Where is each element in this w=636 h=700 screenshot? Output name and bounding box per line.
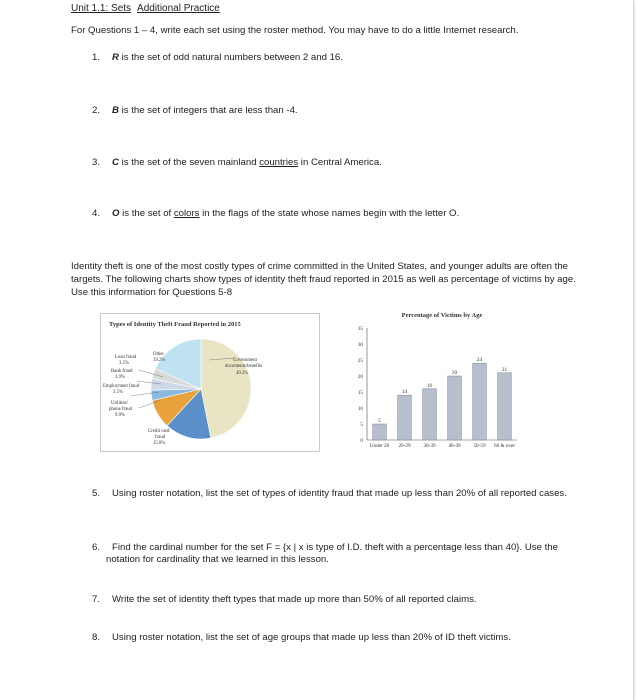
question-8: 8. Using roster notation, list the set of age groups that made up less than 20% of ID theft victims.: [92, 632, 511, 643]
label-emp-1: Employment fraud: [103, 384, 140, 389]
question-5: 5. Using roster notation, list the set of types of identity fraud that made up less than 20% of all reported cases.: [92, 488, 567, 499]
label-credit-3: 15.8%: [153, 441, 166, 446]
bar-20-29: [398, 395, 412, 440]
bar-value-label: 24: [476, 357, 483, 364]
identity-theft-paragraph: Identity theft is one of the most costly types of crime committed in the United States, and younger adults are often the targets. The following charts show types of identity theft fraud reported in 2015 as well as percentage of victims by age. Use this information for Questions 5-8: [71, 260, 585, 299]
pie-chart-svg: [101, 314, 319, 451]
bar-chart-svg: [347, 308, 522, 452]
bar-50-59: [473, 363, 487, 440]
label-util-1: Utilities/: [111, 401, 128, 406]
x-tick-label: 20-29: [398, 443, 411, 449]
x-tick-label: 30-39: [423, 443, 436, 449]
bar-chart: [347, 308, 522, 452]
y-tick-label: 0: [360, 438, 363, 444]
label-gov-1: Government: [233, 358, 257, 363]
pie-slice-government-documents-benefits: [201, 339, 251, 438]
unit-title: Additional Practice: [137, 3, 220, 14]
pie-chart: [100, 313, 320, 452]
bar-value-label: 21: [501, 366, 508, 373]
y-tick-label: 20: [357, 374, 363, 380]
label-util-3: 9.9%: [115, 413, 125, 418]
y-tick-label: 30: [357, 342, 363, 348]
bar-chart-title: Percentage of Victims by Age: [401, 312, 483, 319]
label-gov-2: documents/benefits: [225, 364, 263, 369]
question-3: 3. C is the set of the seven mainland countries in Central America.: [92, 157, 382, 168]
x-tick-label: 40-49: [448, 443, 461, 449]
y-tick-label: 5: [360, 422, 363, 428]
question-7: 7. Write the set of identity theft types that made up more than 50% of all reported claims.: [92, 594, 477, 605]
y-tick-label: 15: [357, 390, 363, 396]
x-tick-label: 50-59: [473, 443, 486, 449]
bar-value-label: 5: [378, 418, 381, 424]
label-credit-1: Credit card: [148, 429, 170, 434]
label-loan-2: 3.5%: [119, 361, 129, 366]
y-tick-label: 35: [357, 326, 363, 332]
bar-30-39: [423, 389, 437, 440]
unit-label: Unit 1.1: Sets: [71, 3, 132, 14]
label-other-2: 19.2%: [153, 358, 166, 363]
bar-value-label: 14: [401, 389, 408, 396]
label-bank-1: Bank fraud: [111, 369, 133, 374]
label-loan-1: Loan fraud: [115, 355, 137, 360]
intro-text: For Questions 1 – 4, write each set using the roster method. You may have to do a little Internet research.: [71, 25, 519, 36]
y-tick-label: 25: [357, 358, 363, 364]
label-bank-2: 3.9%: [115, 375, 125, 380]
label-credit-2: fraud: [155, 435, 166, 440]
label-emp-2: 3.5%: [113, 390, 123, 395]
question-4: 4. O is the set of colors in the flags of the state whose names begin with the letter O.: [92, 208, 460, 219]
bar-60-over: [498, 373, 512, 440]
unit-header: [71, 3, 220, 14]
bar-value-label: 20: [451, 370, 458, 376]
bar-value-label: 16: [426, 382, 433, 389]
y-tick-label: 10: [357, 406, 363, 412]
question-2: 2. B is the set of integers that are less than -4.: [92, 105, 298, 116]
pie-chart-title: Types of Identity Theft Fraud Reported in 2015: [109, 321, 241, 328]
bar-series: [370, 357, 516, 449]
use-info-line: Use this information for Questions 5-8: [71, 287, 233, 298]
label-gov-3: 49.2%: [236, 371, 249, 376]
label-util-2: phone fraud: [109, 407, 133, 412]
bar-under-20: [373, 424, 387, 440]
x-tick-label: Under 20: [369, 443, 390, 449]
label-other-1: Other: [153, 352, 164, 357]
pie-slices: [151, 339, 251, 439]
x-tick-label: 60 & over: [493, 443, 516, 449]
question-1: 1. R is the set of odd natural numbers between 2 and 16.: [92, 52, 343, 63]
question-6: 6. Find the cardinal number for the set F = {x | x is type of I.D. theft with a percentage less than 40}. Use the notation for cardinality that we learned in this lesson.: [92, 542, 558, 565]
bar-40-49: [448, 376, 462, 440]
